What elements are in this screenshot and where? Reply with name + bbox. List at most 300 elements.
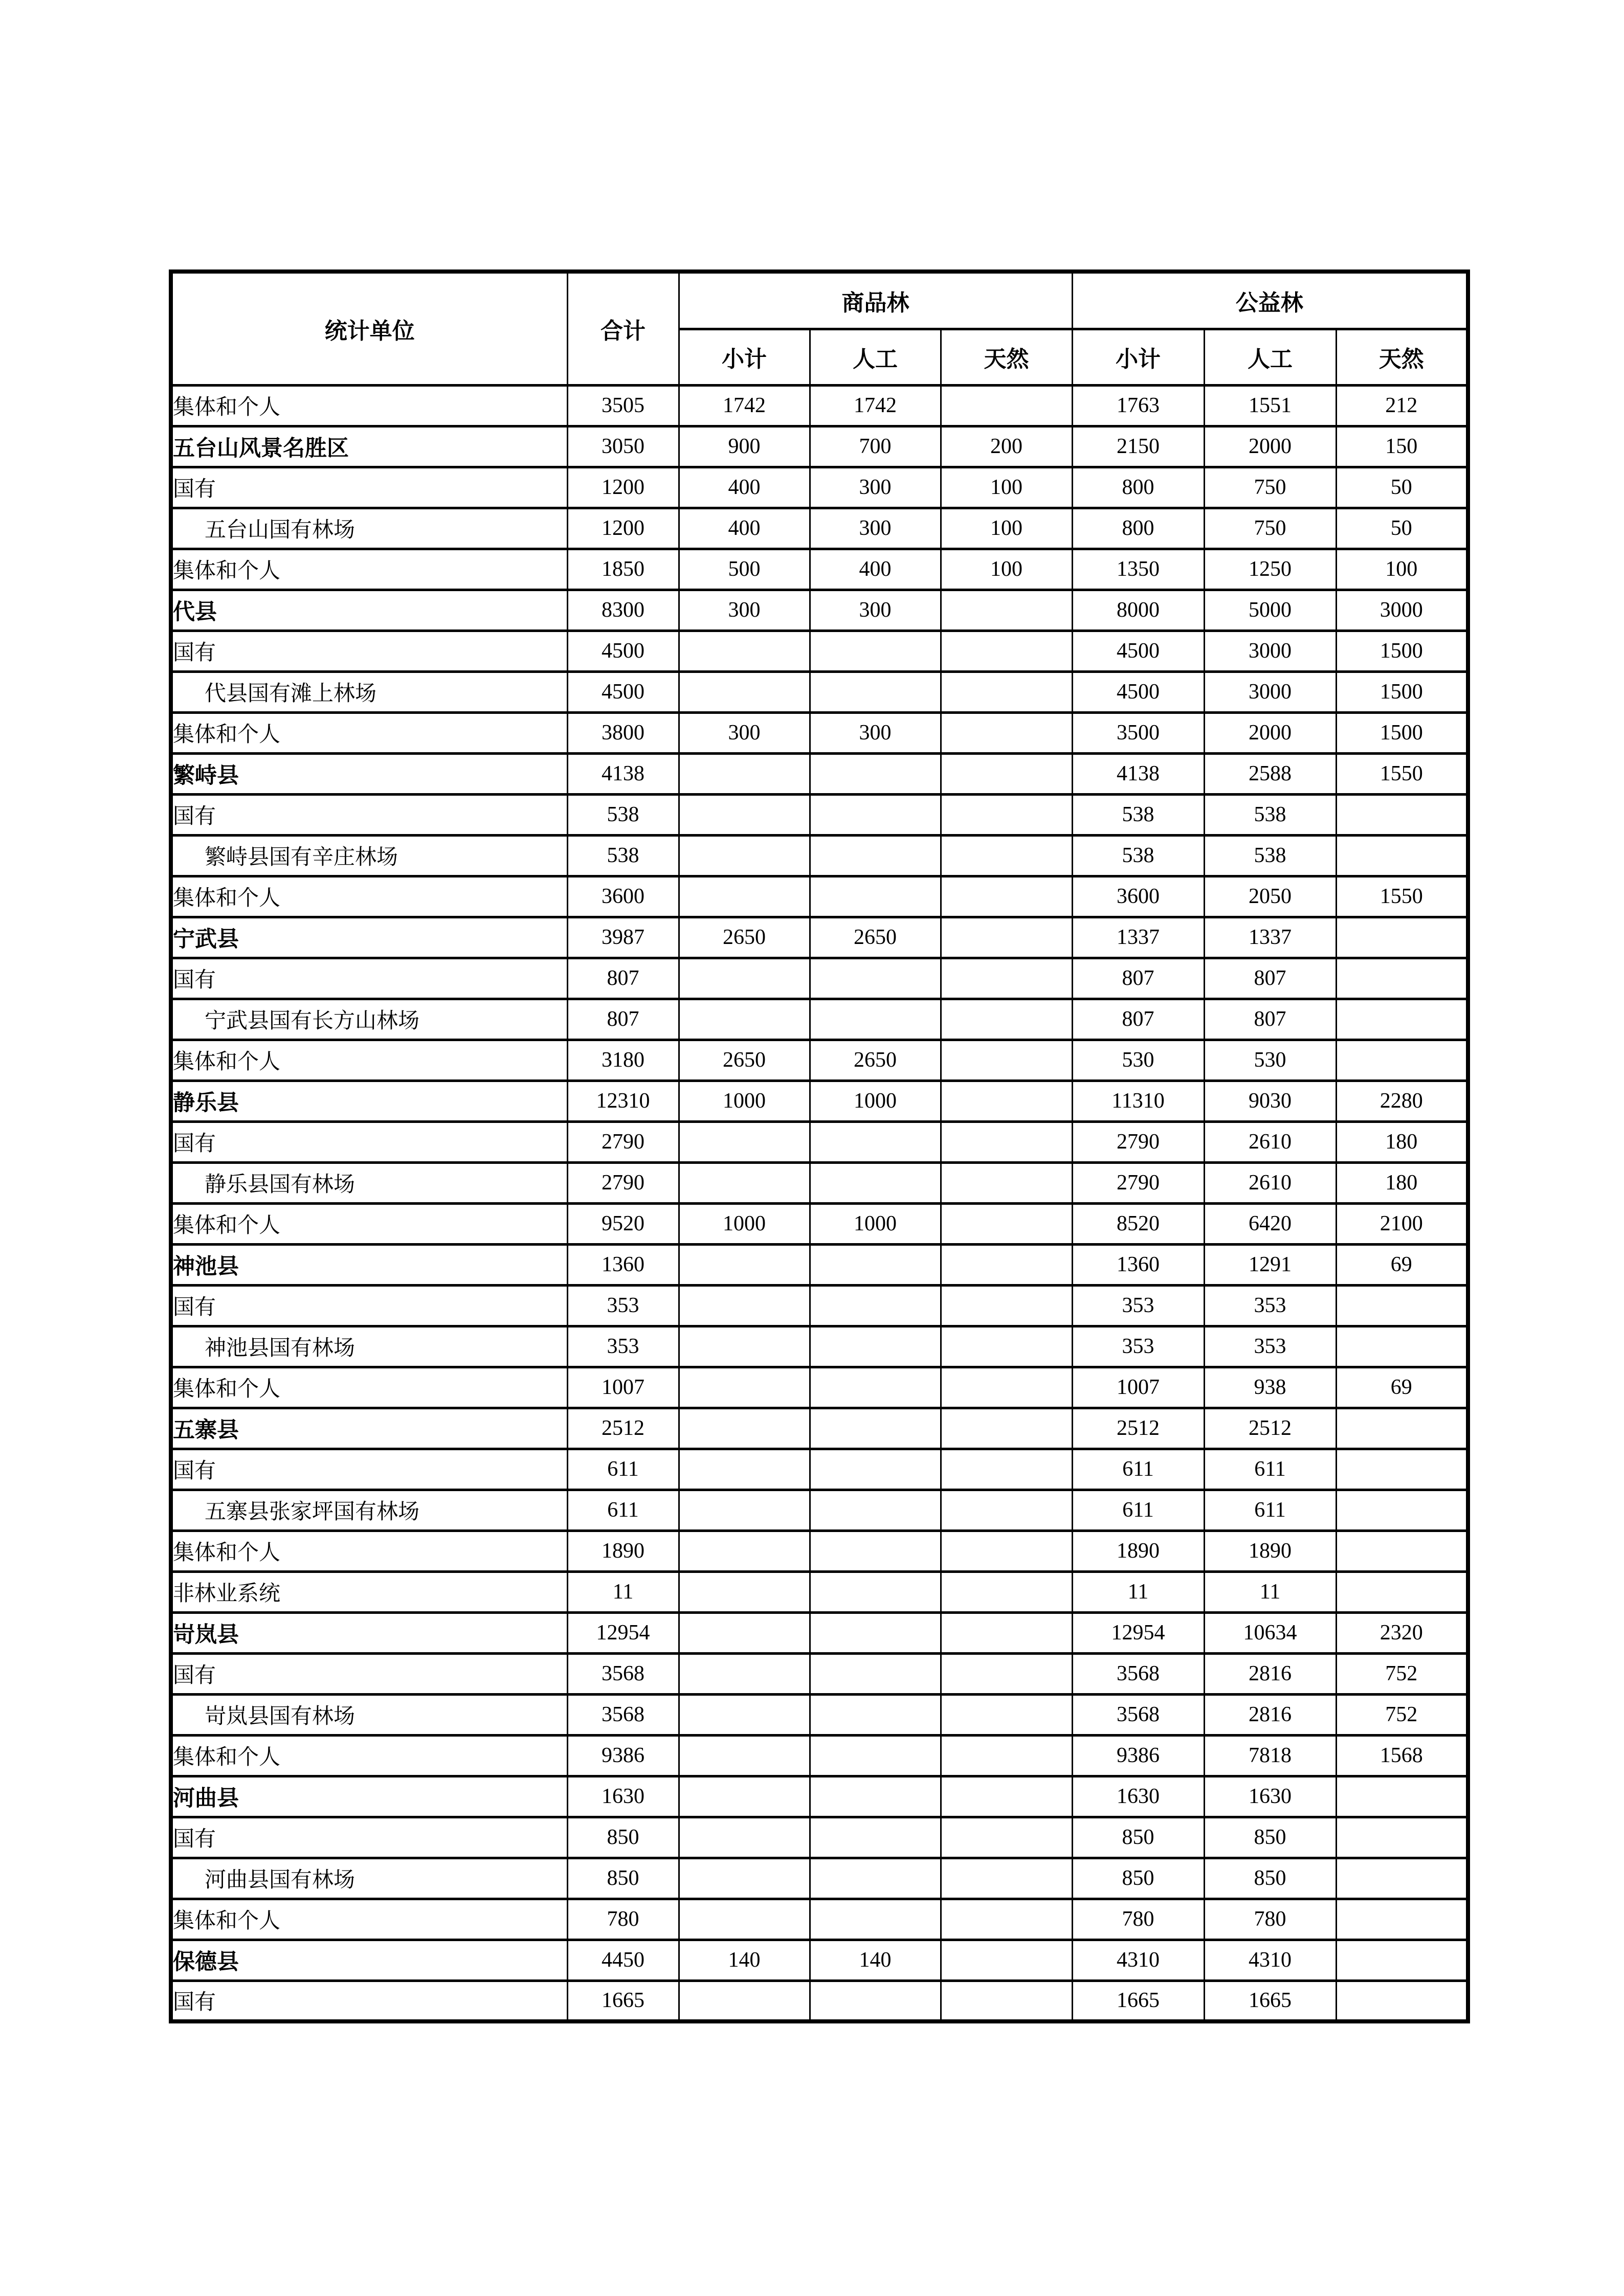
value-cell: 1550 (1336, 753, 1468, 794)
header-group-public-welfare-forest: 公益林 (1072, 272, 1468, 329)
value-cell (679, 1326, 810, 1367)
value-cell (941, 1858, 1072, 1899)
value-cell: 1350 (1072, 549, 1204, 590)
table-row (171, 590, 1468, 631)
value-cell: 1200 (567, 508, 679, 549)
value-cell: 611 (1072, 1490, 1204, 1530)
value-cell: 1742 (810, 385, 941, 426)
value-cell (941, 753, 1072, 794)
value-cell: 100 (941, 467, 1072, 508)
value-cell: 6420 (1204, 1203, 1336, 1244)
value-cell: 3000 (1336, 590, 1468, 631)
table-row (171, 1244, 1468, 1285)
value-cell: 300 (810, 508, 941, 549)
value-cell: 1500 (1336, 712, 1468, 753)
row-label-cell: 代县国有滩上林场 (171, 671, 567, 712)
value-cell: 807 (1072, 958, 1204, 999)
value-cell: 1000 (810, 1081, 941, 1121)
value-cell (941, 1244, 1072, 1285)
row-label-cell: 国有 (171, 1980, 567, 2021)
value-cell (810, 1326, 941, 1367)
value-cell: 850 (567, 1858, 679, 1899)
value-cell: 2050 (1204, 876, 1336, 917)
row-label-cell: 五台山国有林场 (171, 508, 567, 549)
value-cell (679, 1776, 810, 1817)
value-cell: 50 (1336, 508, 1468, 549)
table-row (171, 958, 1468, 999)
value-cell: 2000 (1204, 712, 1336, 753)
value-cell: 1665 (567, 1980, 679, 2021)
value-cell: 700 (810, 426, 941, 467)
value-cell: 1000 (679, 1081, 810, 1121)
value-cell (810, 999, 941, 1040)
value-cell: 752 (1336, 1653, 1468, 1694)
value-cell (679, 835, 810, 876)
table-row (171, 1735, 1468, 1776)
value-cell: 3000 (1204, 631, 1336, 671)
value-cell: 4500 (1072, 631, 1204, 671)
value-cell (941, 1776, 1072, 1817)
row-label-cell: 集体和个人 (171, 549, 567, 590)
value-cell: 850 (1072, 1817, 1204, 1858)
value-cell: 8300 (567, 590, 679, 631)
value-cell: 611 (1072, 1449, 1204, 1490)
value-cell (941, 1285, 1072, 1326)
table-row (171, 1490, 1468, 1530)
value-cell (1336, 794, 1468, 835)
value-cell: 1000 (810, 1203, 941, 1244)
value-cell (810, 1858, 941, 1899)
value-cell (1336, 1530, 1468, 1571)
value-cell: 400 (679, 467, 810, 508)
value-cell: 1850 (567, 549, 679, 590)
header-commercial-artificial: 人工 (810, 329, 941, 385)
value-cell: 353 (567, 1326, 679, 1367)
value-cell (810, 1694, 941, 1735)
row-label-cell: 神池县 (171, 1244, 567, 1285)
value-cell: 611 (1204, 1490, 1336, 1530)
value-cell: 11310 (1072, 1081, 1204, 1121)
table-row (171, 426, 1468, 467)
value-cell (941, 1081, 1072, 1121)
value-cell: 807 (567, 958, 679, 999)
row-label-cell: 集体和个人 (171, 1040, 567, 1081)
value-cell: 850 (1072, 1858, 1204, 1899)
value-cell: 12954 (1072, 1612, 1204, 1653)
value-cell (941, 1490, 1072, 1530)
value-cell (941, 1694, 1072, 1735)
value-cell: 9386 (567, 1735, 679, 1776)
value-cell: 3050 (567, 426, 679, 467)
value-cell: 353 (567, 1285, 679, 1326)
value-cell: 800 (1072, 467, 1204, 508)
header-public-natural: 天然 (1336, 329, 1468, 385)
value-cell (679, 1899, 810, 1940)
value-cell (1336, 1326, 1468, 1367)
table-row (171, 1776, 1468, 1817)
value-cell: 2320 (1336, 1612, 1468, 1653)
row-label-cell: 集体和个人 (171, 1530, 567, 1571)
header-unit: 统计单位 (171, 272, 567, 385)
value-cell (941, 590, 1072, 631)
value-cell: 353 (1072, 1285, 1204, 1326)
table-row (171, 1980, 1468, 2021)
value-cell: 2790 (1072, 1162, 1204, 1203)
value-cell (1336, 999, 1468, 1040)
row-label-cell: 国有 (171, 1285, 567, 1326)
value-cell (679, 999, 810, 1040)
row-label-cell: 集体和个人 (171, 1735, 567, 1776)
value-cell: 2512 (567, 1408, 679, 1449)
value-cell (810, 1449, 941, 1490)
value-cell: 500 (679, 549, 810, 590)
value-cell: 538 (1204, 835, 1336, 876)
value-cell: 2790 (1072, 1121, 1204, 1162)
value-cell: 1007 (567, 1367, 679, 1408)
value-cell: 807 (1204, 999, 1336, 1040)
value-cell: 3600 (1072, 876, 1204, 917)
table-row (171, 1203, 1468, 1244)
value-cell: 4138 (567, 753, 679, 794)
row-label-cell: 国有 (171, 1121, 567, 1162)
value-cell: 11 (1072, 1571, 1204, 1612)
value-cell: 3568 (1072, 1694, 1204, 1735)
value-cell (810, 1162, 941, 1203)
value-cell (1336, 1285, 1468, 1326)
row-label-cell: 静乐县 (171, 1081, 567, 1121)
value-cell (810, 1367, 941, 1408)
value-cell (810, 1530, 941, 1571)
value-cell (679, 1817, 810, 1858)
value-cell: 212 (1336, 385, 1468, 426)
row-label-cell: 国有 (171, 1449, 567, 1490)
row-label-cell: 宁武县国有长方山林场 (171, 999, 567, 1040)
value-cell (810, 1571, 941, 1612)
value-cell (810, 1612, 941, 1653)
value-cell: 1500 (1336, 671, 1468, 712)
value-cell (1336, 958, 1468, 999)
row-label-cell: 五寨县 (171, 1408, 567, 1449)
value-cell: 9386 (1072, 1735, 1204, 1776)
value-cell: 1568 (1336, 1735, 1468, 1776)
value-cell (1336, 1449, 1468, 1490)
row-label-cell: 五寨县张家坪国有林场 (171, 1490, 567, 1530)
value-cell (941, 671, 1072, 712)
value-cell: 850 (1204, 1858, 1336, 1899)
table-row (171, 1940, 1468, 1980)
row-label-cell: 集体和个人 (171, 1203, 567, 1244)
table-row (171, 385, 1468, 426)
value-cell (810, 876, 941, 917)
value-cell: 850 (1204, 1817, 1336, 1858)
value-cell: 3800 (567, 712, 679, 753)
value-cell: 400 (679, 508, 810, 549)
value-cell: 530 (1204, 1040, 1336, 1081)
value-cell: 538 (1072, 835, 1204, 876)
table-row (171, 1449, 1468, 1490)
value-cell: 4500 (1072, 671, 1204, 712)
value-cell (810, 753, 941, 794)
row-label-cell: 神池县国有林场 (171, 1326, 567, 1367)
header-group-commercial-forest: 商品林 (679, 272, 1072, 329)
row-label-cell: 保德县 (171, 1940, 567, 1980)
value-cell: 12954 (567, 1612, 679, 1653)
value-cell (810, 1980, 941, 2021)
value-cell: 8000 (1072, 590, 1204, 631)
value-cell (1336, 1040, 1468, 1081)
value-cell: 3505 (567, 385, 679, 426)
table-row (171, 1162, 1468, 1203)
value-cell: 100 (1336, 549, 1468, 590)
value-cell: 2100 (1336, 1203, 1468, 1244)
row-label-cell: 国有 (171, 794, 567, 835)
value-cell (810, 1653, 941, 1694)
value-cell (810, 1408, 941, 1449)
row-label-cell: 五台山风景名胜区 (171, 426, 567, 467)
value-cell: 9520 (567, 1203, 679, 1244)
table-row (171, 467, 1468, 508)
value-cell: 100 (941, 549, 1072, 590)
value-cell (941, 1449, 1072, 1490)
value-cell (941, 1203, 1072, 1244)
value-cell: 2610 (1204, 1162, 1336, 1203)
row-label-cell: 集体和个人 (171, 876, 567, 917)
value-cell: 140 (679, 1940, 810, 1980)
value-cell (810, 1121, 941, 1162)
value-cell: 300 (810, 467, 941, 508)
value-cell (1336, 1940, 1468, 1980)
value-cell: 850 (567, 1817, 679, 1858)
value-cell: 538 (567, 835, 679, 876)
value-cell: 807 (1072, 999, 1204, 1040)
value-cell (679, 1735, 810, 1776)
value-cell (679, 1244, 810, 1285)
header-public-subtotal: 小计 (1072, 329, 1204, 385)
value-cell: 300 (810, 712, 941, 753)
value-cell (941, 712, 1072, 753)
value-cell: 1500 (1336, 631, 1468, 671)
table-row (171, 1081, 1468, 1121)
table-row (171, 794, 1468, 835)
header-row-groups (171, 272, 1468, 329)
value-cell: 50 (1336, 467, 1468, 508)
table-row (171, 1899, 1468, 1940)
value-cell: 780 (1072, 1899, 1204, 1940)
value-cell: 11 (1204, 1571, 1336, 1612)
value-cell (1336, 1571, 1468, 1612)
value-cell: 140 (810, 1940, 941, 1980)
value-cell: 3568 (567, 1694, 679, 1735)
value-cell: 2790 (567, 1162, 679, 1203)
value-cell (941, 1040, 1072, 1081)
value-cell: 1665 (1204, 1980, 1336, 2021)
value-cell (810, 1244, 941, 1285)
value-cell (941, 1408, 1072, 1449)
value-cell: 4138 (1072, 753, 1204, 794)
value-cell: 1890 (1072, 1530, 1204, 1571)
value-cell: 3000 (1204, 671, 1336, 712)
table-row (171, 1040, 1468, 1081)
value-cell: 2790 (567, 1121, 679, 1162)
table-row (171, 1408, 1468, 1449)
row-label-cell: 集体和个人 (171, 1367, 567, 1408)
value-cell: 1007 (1072, 1367, 1204, 1408)
table-row (171, 631, 1468, 671)
value-cell: 69 (1336, 1367, 1468, 1408)
value-cell (941, 1121, 1072, 1162)
value-cell (1336, 1980, 1468, 2021)
value-cell: 400 (810, 549, 941, 590)
value-cell: 300 (679, 590, 810, 631)
value-cell (941, 631, 1072, 671)
value-cell (679, 1162, 810, 1203)
row-label-cell: 繁峙县 (171, 753, 567, 794)
value-cell: 530 (1072, 1040, 1204, 1081)
value-cell (810, 631, 941, 671)
table-row (171, 753, 1468, 794)
value-cell: 780 (1204, 1899, 1336, 1940)
value-cell: 538 (567, 794, 679, 835)
table-row (171, 1817, 1468, 1858)
table-row (171, 1285, 1468, 1326)
value-cell (679, 1121, 810, 1162)
value-cell (941, 794, 1072, 835)
value-cell (1336, 1408, 1468, 1449)
value-cell (941, 835, 1072, 876)
table-row (171, 1530, 1468, 1571)
value-cell: 300 (810, 590, 941, 631)
row-label-cell: 国有 (171, 958, 567, 999)
value-cell: 1630 (1204, 1776, 1336, 1817)
value-cell: 2650 (810, 917, 941, 958)
value-cell: 11 (567, 1571, 679, 1612)
value-cell (679, 1612, 810, 1653)
value-cell: 611 (1204, 1449, 1336, 1490)
value-cell (679, 1694, 810, 1735)
value-cell: 4500 (567, 631, 679, 671)
value-cell: 3180 (567, 1040, 679, 1081)
value-cell: 1337 (1072, 917, 1204, 958)
value-cell (810, 1817, 941, 1858)
value-cell: 5000 (1204, 590, 1336, 631)
value-cell (679, 1653, 810, 1694)
value-cell: 3568 (1072, 1653, 1204, 1694)
value-cell: 3987 (567, 917, 679, 958)
value-cell (810, 1776, 941, 1817)
value-cell (941, 1980, 1072, 2021)
value-cell: 353 (1072, 1326, 1204, 1367)
row-label-cell: 河曲县 (171, 1776, 567, 1817)
value-cell: 2650 (679, 917, 810, 958)
table-header (171, 272, 1468, 385)
value-cell (810, 794, 941, 835)
table-row (171, 1571, 1468, 1612)
value-cell (1336, 1490, 1468, 1530)
table-row (171, 1612, 1468, 1653)
row-label-cell: 繁峙县国有辛庄林场 (171, 835, 567, 876)
table-row (171, 549, 1468, 590)
table-row (171, 508, 1468, 549)
value-cell: 3600 (567, 876, 679, 917)
value-cell: 2816 (1204, 1694, 1336, 1735)
value-cell: 1360 (1072, 1244, 1204, 1285)
value-cell (941, 1162, 1072, 1203)
value-cell: 750 (1204, 508, 1336, 549)
value-cell: 800 (1072, 508, 1204, 549)
row-label-cell: 国有 (171, 1653, 567, 1694)
value-cell (679, 671, 810, 712)
value-cell: 2512 (1072, 1408, 1204, 1449)
value-cell (1336, 1776, 1468, 1817)
value-cell (941, 1817, 1072, 1858)
table-row (171, 1121, 1468, 1162)
value-cell: 69 (1336, 1244, 1468, 1285)
value-cell: 1742 (679, 385, 810, 426)
value-cell: 938 (1204, 1367, 1336, 1408)
table-row (171, 1694, 1468, 1735)
value-cell (941, 1326, 1072, 1367)
value-cell (679, 1285, 810, 1326)
value-cell (810, 1899, 941, 1940)
value-cell: 1890 (567, 1530, 679, 1571)
value-cell: 1550 (1336, 876, 1468, 917)
value-cell (679, 631, 810, 671)
value-cell: 1000 (679, 1203, 810, 1244)
value-cell (941, 1571, 1072, 1612)
value-cell: 2650 (810, 1040, 941, 1081)
value-cell: 1200 (567, 467, 679, 508)
value-cell: 9030 (1204, 1081, 1336, 1121)
value-cell: 1630 (567, 1776, 679, 1817)
value-cell (941, 917, 1072, 958)
row-label-cell: 集体和个人 (171, 1899, 567, 1940)
header-total: 合计 (567, 272, 679, 385)
value-cell (941, 1735, 1072, 1776)
value-cell (1336, 1899, 1468, 1940)
value-cell (810, 1490, 941, 1530)
value-cell (810, 1735, 941, 1776)
value-cell: 300 (679, 712, 810, 753)
row-label-cell: 河曲县国有林场 (171, 1858, 567, 1899)
table-row (171, 712, 1468, 753)
value-cell: 4310 (1072, 1940, 1204, 1980)
value-cell (679, 1530, 810, 1571)
value-cell (679, 1408, 810, 1449)
value-cell (679, 1367, 810, 1408)
value-cell: 3500 (1072, 712, 1204, 753)
value-cell: 1337 (1204, 917, 1336, 958)
value-cell: 1291 (1204, 1244, 1336, 1285)
value-cell (1336, 1817, 1468, 1858)
value-cell: 1630 (1072, 1776, 1204, 1817)
forest-statistics-table (169, 269, 1470, 2023)
value-cell: 150 (1336, 426, 1468, 467)
row-label-cell: 代县 (171, 590, 567, 631)
row-label-cell: 集体和个人 (171, 385, 567, 426)
row-label-cell: 非林业系统 (171, 1571, 567, 1612)
value-cell: 2280 (1336, 1081, 1468, 1121)
value-cell (941, 999, 1072, 1040)
value-cell (679, 1490, 810, 1530)
value-cell (679, 958, 810, 999)
value-cell (1336, 835, 1468, 876)
value-cell (679, 876, 810, 917)
value-cell: 611 (567, 1449, 679, 1490)
value-cell: 12310 (567, 1081, 679, 1121)
header-public-artificial: 人工 (1204, 329, 1336, 385)
value-cell: 1890 (1204, 1530, 1336, 1571)
value-cell (941, 1899, 1072, 1940)
